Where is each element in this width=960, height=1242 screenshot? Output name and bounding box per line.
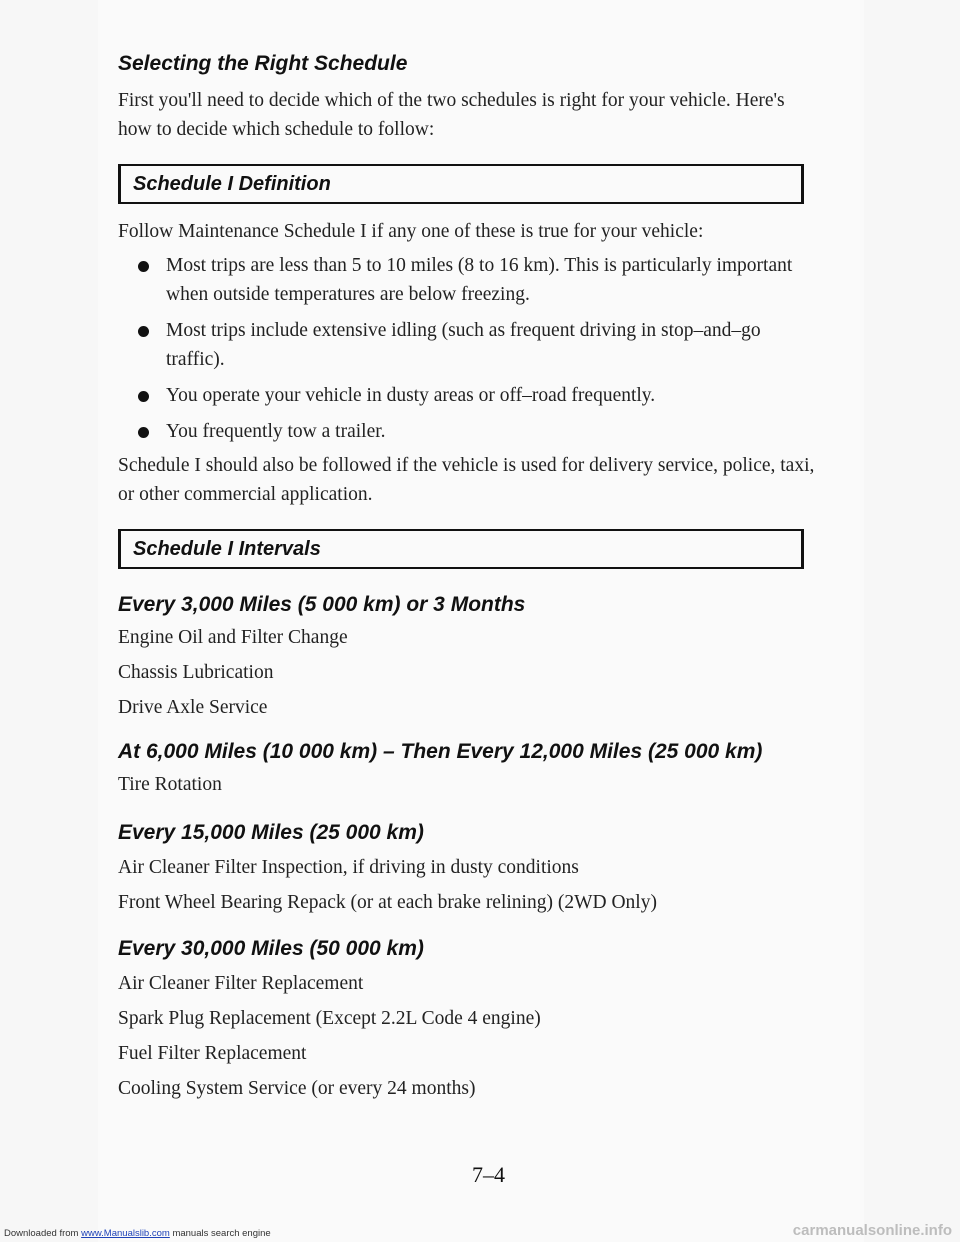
intro-paragraph: First you'll need to decide which of the two schedules is right for your vehicle. Here's how to decide which schedule to follow: [118,90,785,140]
interval-item: Cooling System Service (or every 24 months) [118,1078,476,1099]
interval-heading: Every 15,000 Miles (25 000 km) [118,821,424,844]
download-credit [4,1228,271,1239]
manualslib-link[interactable]: www.Manualslib.com [81,1228,170,1239]
bullet-icon [138,326,149,337]
interval-item: Chassis Lubrication [118,662,274,683]
interval-item: Spark Plug Replacement (Except 2.2L Code 4 engine) [118,1008,541,1029]
section-header-intervals: Schedule I Intervals [118,529,804,569]
interval-item: Engine Oil and Filter Change [118,627,348,648]
definition-bullet-list [118,251,818,446]
interval-heading: At 6,000 Miles (10 000 km) – Then Every 12,000 Miles (25 000 km) [118,740,763,763]
bullet-icon [138,261,149,272]
document-body [118,52,818,1103]
interval-heading: Every 30,000 Miles (50 000 km) [118,937,424,960]
credit-suffix: manuals search engine [169,1228,271,1239]
credit-prefix: Downloaded from [4,1228,82,1239]
bullet-icon [138,391,149,402]
interval-item: Front Wheel Bearing Repack (or at each brake relining) (2WD Only) [118,892,657,913]
interval-item: Fuel Filter Replacement [118,1043,307,1064]
interval-item: Air Cleaner Filter Inspection, if driving in dusty conditions [118,857,579,878]
page-number: 7–4 [472,1162,505,1187]
list-item: Most trips are less than 5 to 10 miles (8 to 16 km). This is particularly important when outside temperatures are below freezing. [118,251,818,309]
interval-items [118,853,818,917]
page-heading: Selecting the Right Schedule [118,52,408,75]
interval-item: Tire Rotation [118,774,222,795]
definition-lead: Follow Maintenance Schedule I if any one of these is true for your vehicle: [118,221,704,242]
commercial-use-note: Schedule I should also be followed if the vehicle is used for delivery service, police, taxi, or other commercial application. [118,455,815,505]
section-header-definition: Schedule I Definition [118,164,804,204]
bullet-icon [138,427,149,438]
interval-items [118,969,818,1103]
interval-item: Drive Axle Service [118,697,268,718]
interval-item: Air Cleaner Filter Replacement [118,973,364,994]
list-item: Most trips include extensive idling (such as frequent driving in stop–and–go traffic). [118,316,818,374]
interval-items [118,623,818,722]
site-watermark: carmanualsonline.info [792,1222,952,1239]
list-item: You frequently tow a trailer. [118,417,818,446]
interval-items [118,770,818,799]
list-item: You operate your vehicle in dusty areas or off–road frequently. [118,381,818,410]
interval-heading: Every 3,000 Miles (5 000 km) or 3 Months [118,593,526,616]
